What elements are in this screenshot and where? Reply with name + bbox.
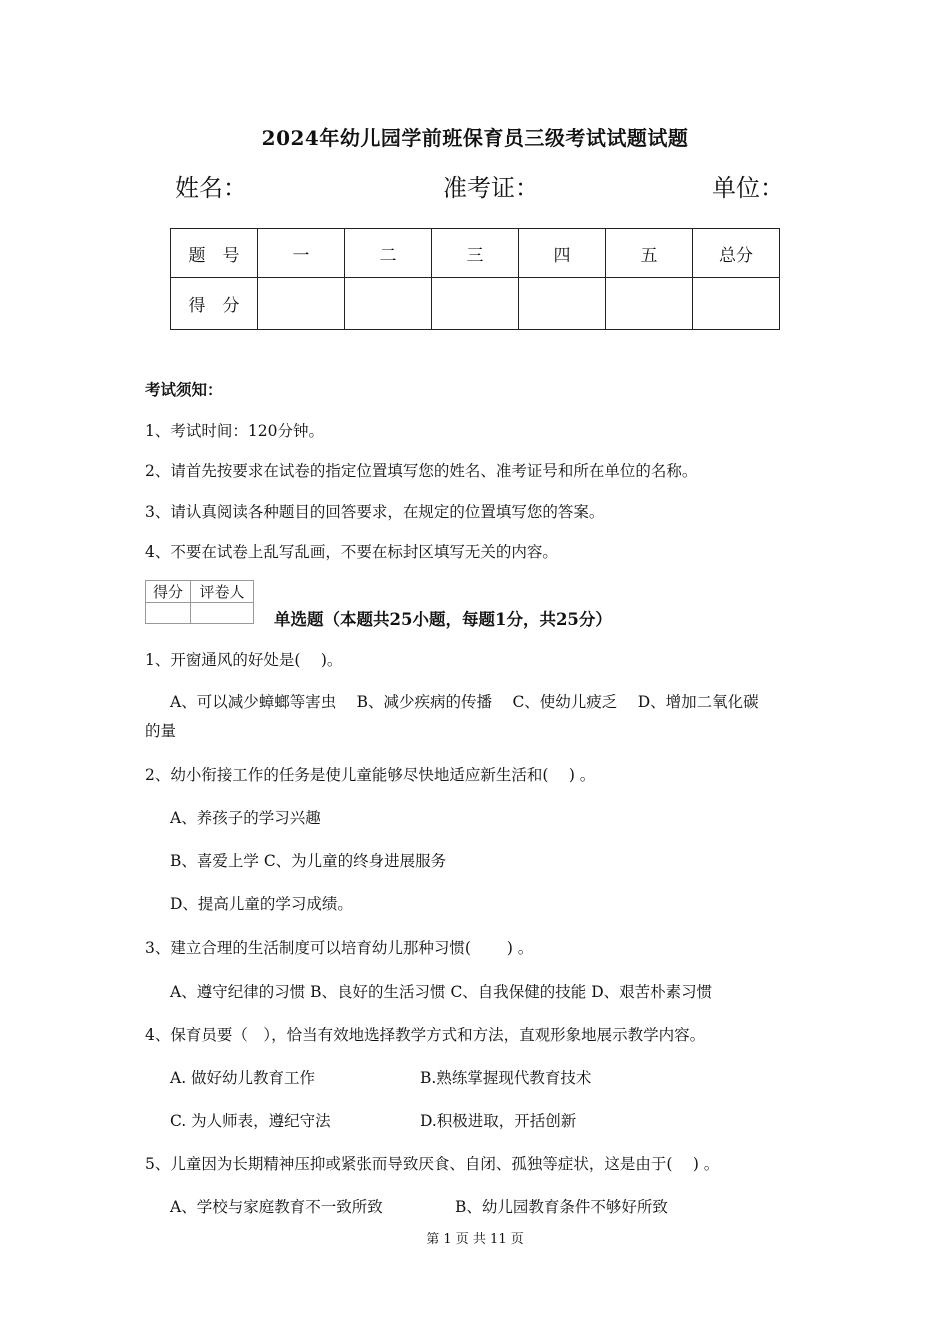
header-cell-5: 五 (606, 229, 693, 278)
header-cell-3: 三 (432, 229, 519, 278)
question-5-option-a: A、学校与家庭教育不一致所致 (170, 1198, 383, 1216)
question-4-stem: 4、保育员要（ ），恰当有效地选择教学方式和方法，直观形象地展示教学内容。 (145, 1026, 706, 1044)
score-cell-total[interactable] (693, 278, 780, 330)
score-cell-4[interactable] (519, 278, 606, 330)
question-3-stem: 3、建立合理的生活制度可以培育幼儿那种习惯( ) 。 (145, 939, 534, 957)
header-cell-1: 一 (258, 229, 345, 278)
grader-score-label: 得分 (146, 581, 191, 603)
grader-name-cell[interactable] (191, 603, 254, 624)
name-label: 姓名： (175, 174, 247, 202)
question-2-option-d: D、提高儿童的学习成绩。 (170, 895, 353, 913)
question-1-options-cont: 的量 (145, 722, 177, 740)
question-4-option-d: D.积极进取，开括创新 (420, 1112, 577, 1130)
grader-box (145, 580, 254, 624)
notice-item-4: 4、不要在试卷上乱写乱画，不要在标封区填写无关的内容。 (145, 543, 558, 561)
candidate-info-row (0, 168, 950, 204)
score-cell-3[interactable] (432, 278, 519, 330)
question-1-options: A、可以减少蟑螂等害虫 B、减少疾病的传播 C、使幼儿疲乏 D、增加二氧化碳 (170, 693, 759, 711)
grader-score-cell[interactable] (146, 603, 191, 624)
section-title: 单选题（本题共25小题，每题1分，共25分） (274, 610, 612, 629)
question-2-stem: 2、幼小衔接工作的任务是使儿童能够尽快地适应新生活和( ) 。 (145, 766, 596, 784)
header-cell-4: 四 (519, 229, 606, 278)
notice-heading: 考试须知： (145, 380, 223, 399)
score-row-label: 得 分 (171, 278, 258, 330)
header-cell-total: 总分 (693, 229, 780, 278)
unit-label: 单位： (712, 174, 784, 202)
page-footer: 第 1 页 共 11 页 (426, 1232, 524, 1247)
header-cell-2: 二 (345, 229, 432, 278)
exam-id-label: 准考证： (443, 174, 539, 202)
score-cell-2[interactable] (345, 278, 432, 330)
question-5-option-b: B、幼儿园教育条件不够好所致 (455, 1198, 668, 1216)
question-3-options: A、遵守纪律的习惯 B、良好的生活习惯 C、自我保健的技能 D、艰苦朴素习惯 (170, 983, 713, 1001)
question-4-option-b: B.熟练掌握现代教育技术 (420, 1069, 592, 1087)
header-cell-number: 题 号 (171, 229, 258, 278)
question-4-option-a: A. 做好幼儿教育工作 (170, 1069, 316, 1087)
page-title: 2024年幼儿园学前班保育员三级考试试题试题 (261, 126, 689, 150)
notice-item-1: 1、考试时间：120分钟。 (145, 422, 324, 440)
score-table (170, 228, 780, 330)
question-1-stem: 1、开窗通风的好处是( )。 (145, 651, 343, 669)
score-cell-1[interactable] (258, 278, 345, 330)
grader-name-label: 评卷人 (191, 581, 254, 603)
question-2-option-bc: B、喜爱上学 C、为儿童的终身进展服务 (170, 852, 447, 870)
score-cell-5[interactable] (606, 278, 693, 330)
question-4-option-c: C. 为人师表，遵纪守法 (170, 1112, 331, 1130)
question-5-stem: 5、儿童因为长期精神压抑或紧张而导致厌食、自闭、孤独等症状，这是由于( ) 。 (145, 1155, 720, 1173)
question-2-option-a: A、养孩子的学习兴趣 (170, 809, 321, 827)
notice-item-3: 3、请认真阅读各种题目的回答要求，在规定的位置填写您的答案。 (145, 503, 605, 521)
score-table-score-row (171, 278, 780, 330)
notice-item-2: 2、请首先按要求在试卷的指定位置填写您的姓名、准考证号和所在单位的名称。 (145, 462, 698, 480)
score-table-header-row (171, 229, 780, 278)
